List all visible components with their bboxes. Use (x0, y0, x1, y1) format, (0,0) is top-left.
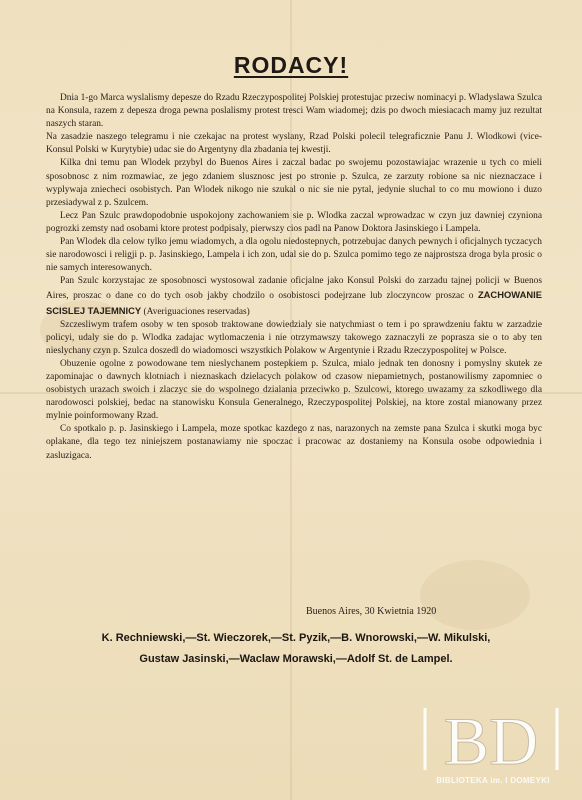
paper-stain (420, 560, 530, 630)
paragraph: Na zasadzie naszego telegramu i nie czekajac na protest wyslany, Rzad Polski polecil telegraficznie Panu J. Wlodkowi (vice-Konsul Polski w Kurytybie) udac sie do Argentyny dla zbadania tej kwestji. (46, 132, 542, 156)
emphasis-after-text: (Averiguaciones reservadas) (143, 306, 250, 317)
signature-line: K. Rechniewski,—St. Wieczorek,—St. Pyzik,—B. Wnorowski,—W. Mikulski, (101, 632, 491, 644)
logo-letters: BD (443, 704, 539, 774)
paragraph-text: Pan Szulc korzystajac ze sposobnosci wystosowal zadanie oficjalne jako Konsul Polski do zarzadu tajnej policji w Buenos Aires, proszac o dane co do tych osob jakby chodzilo o osobistosci podejrzane lub zloczyncow proszac o (46, 276, 542, 302)
paragraph: Dnia 1-go Marca wyslalismy depesze do Rzadu Rzeczypospolitej Polskiej protestujac przeciw nominacyi p. Wladyslawa Szulca na Konsula, razem z depesza droga pewna poslalismy protest tresci Wam wiadomej; dzis po dwoch miesiacach mamy juz rezultat naszych staran. (46, 93, 542, 130)
dateline: Buenos Aires, 30 Kwietnia 1920 (306, 606, 437, 617)
signature-line: Gustaw Jasinski,—Waclaw Morawski,—Adolf St. de Lampel. (139, 653, 453, 665)
paragraph: Kilka dni temu pan Wlodek przybyl do Buenos Aires i zaczal badac po swojemu pozostawiajac wrazenie u tych co mieli sposobnosc z nim rozmawiac, ze jego zdaniem slusznosc jest po stronie p. Szulca, ze zarzuty robione sa nic nieznaczace i wyplywaja zniecheci osobistych. Pan Wlodek nikogo nie szukal o nic sie nie pytal, jedynie sluchal to co mu mowiono i duzo przesiadywal z p. Szulcem. (46, 158, 542, 208)
emphasis-text: ZACHOWANIE SCISLEJ TAJEMNICY (46, 289, 542, 316)
paragraph: Lecz Pan Szulc prawdopodobnie uspokojony zachowaniem sie p. Wlodka zaczal wprowadzac w czyn juz dawniej czyniona pogrozki zemsty nad osobami ktore protest podpisaly, pierwszy cios padl na Panow Doktora Jasinskiego i Lampela. (46, 210, 542, 234)
document-body (46, 92, 542, 463)
library-caption: BIBLIOTEKA im. I DOMEYKI (436, 776, 550, 785)
paragraph: Obuzenie ogolne z powodowane tem nieslychanem postepkiem p. Szulca, mialo jednak ten donosny i pomyslny skutek ze zapominajac o dawnych klotniach i nieznaskach dzielacych polakow od czasow niepamietnych, postanowilismy zapomniec o osobistych urazach swoich i zlaczyc sie do wspolnego dzialania przeciwko p. Szulcowi, ktorego uwazamy za szkodliwego dla narodowosci polskiej, bedac na stanowisku Konsula Generalnego, Rzeczypospolitej Polskiej, na ktore zostal mianowany przez mylnie poinformowany Rzad. (46, 358, 542, 422)
paragraph: Co spotkalo p. p. Jasinskiego i Lampela, moze spotkac kazdego z nas, narazonych na zemste pana Szulca i skutki moga byc oplakane, dla tego tez niniejszem postanawiamy nie spoczac i pracowac az dostaniemy na Konsula osobe odpowiednia i zasluzigaca. (46, 424, 542, 461)
paragraph: Szczesliwym trafem osoby w ten sposob traktowane dowiedzialy sie natychmiast o tem i po sprawdzeniu faktu w zarzadzie policyi, udaly sie do p. Wlodka zadajac wytlomaczenia i nie otrzymawszy takowego zaznaczyli ze poprasza sie o to aby ten nieslychany czyn p. Szulca doszedl do wiadomosci wszystkich Polakow w Argentynie i Rzadu Rzeczypospolitej w Polsce. (46, 319, 542, 356)
signatures (46, 628, 546, 670)
paragraph: Pan Wlodek dla celow tylko jemu wiadomych, a dla ogolu niedostepnych, potrzebujac danych pewnych i oficjalnych tyczacych sie narodowosci i religji p. p. Jasinskiego, Lampela i ich zon, udal sie do p. Szulca pomimo tego ze najprostsza droga byla prosic o nie samych interesowanych. (46, 237, 542, 274)
library-logo-icon (419, 704, 563, 774)
paragraph-with-emphasis (46, 275, 542, 318)
document-title: RODACY! (233, 52, 349, 78)
